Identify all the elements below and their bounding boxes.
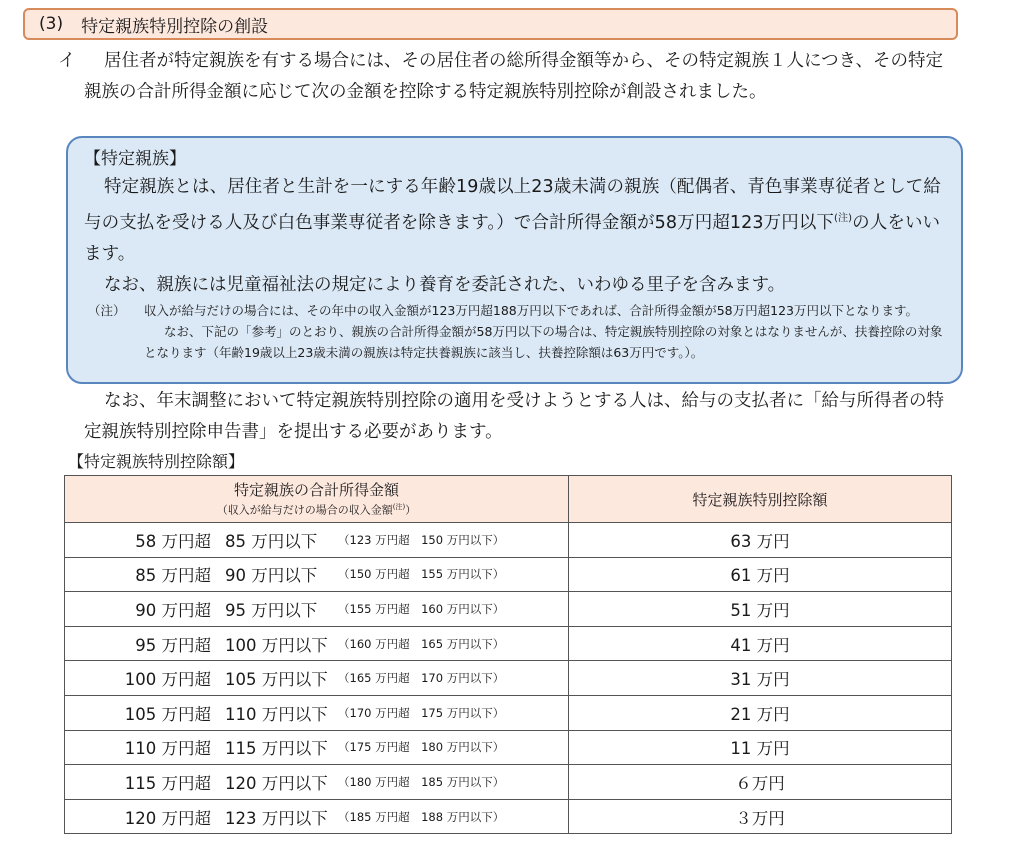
- specific-relative-info-box: [66, 136, 963, 384]
- deduction-amount-cell: 63 万円: [569, 523, 952, 558]
- section-number: (3): [39, 14, 64, 34]
- definition-note-mark: (注): [834, 213, 853, 224]
- paragraph-text: 居住者が特定親族を有する場合には、その居住者の総所得金額等から、その特定親族１人につき、その特定親族の合計所得金額に応じて次の金額を控除する特定親族特別控除が創設されました。: [84, 51, 943, 102]
- table-row: [65, 730, 952, 765]
- income-from: 95 万円超: [135, 635, 211, 655]
- section-title: 特定親族特別控除の創設: [81, 16, 269, 37]
- income-to: 110 万円以下: [225, 704, 328, 724]
- income-from: 58 万円超: [135, 531, 211, 551]
- table-title: 【特定親族特別控除額】: [68, 452, 245, 471]
- income-from: 105 万円超: [124, 704, 211, 724]
- table-row: [65, 523, 952, 558]
- income-to: 90 万円以下: [225, 566, 318, 586]
- paragraph-i: [58, 46, 958, 108]
- deduction-amount-cell: 41 万円: [569, 626, 952, 661]
- note-line-1: 収入が給与だけの場合には、その年中の収入金額が123万円超188万円以下であれば、合計所得金額が58万円超123万円以下となります。: [144, 302, 918, 318]
- info-box-note: [84, 300, 949, 363]
- deduction-amount-cell: 51 万円: [569, 592, 952, 627]
- table-row: [65, 557, 952, 592]
- gross-income-range: （165 万円超 170 万円以下）: [338, 671, 505, 686]
- deduction-table: [64, 475, 952, 834]
- income-from: 85 万円超: [135, 566, 211, 586]
- income-range-cell: [65, 730, 569, 765]
- deduction-amount-cell: 31 万円: [569, 661, 952, 696]
- deduction-amount-cell: 11 万円: [569, 730, 952, 765]
- income-to: 100 万円以下: [225, 635, 328, 655]
- income-range-cell: [65, 523, 569, 558]
- income-from: 115 万円超: [124, 773, 211, 793]
- definition-text: 特定親族とは、居住者と生計を一にする年齢19歳以上23歳未満の親族（配偶者、青色事業専従者として給与の支払を受ける人及び白色事業専従者を除きます。）で合計所得金額が58万円超123万円以下: [84, 177, 941, 233]
- deduction-amount-cell: ３万円: [569, 799, 952, 834]
- gross-income-range: （185 万円超 188 万円以下）: [338, 809, 505, 824]
- income-range-cell: [65, 799, 569, 834]
- income-from: 120 万円超: [124, 808, 211, 828]
- income-to: 123 万円以下: [225, 808, 328, 828]
- income-range-cell: [65, 626, 569, 661]
- header-income-label: 特定親族の合計所得金額: [233, 481, 399, 500]
- income-to: 115 万円以下: [225, 739, 328, 759]
- info-box-definition: [84, 172, 949, 270]
- gross-income-range: （150 万円超 155 万円以下）: [338, 567, 505, 582]
- year-end-adjustment-paragraph: なお、年末調整において特定親族特別控除の適用を受けようとする人は、給与の支払者に「給与所得者の特定親族特別控除申告書」を提出する必要があります。: [84, 391, 944, 442]
- table-row: [65, 661, 952, 696]
- deduction-amount-cell: 21 万円: [569, 695, 952, 730]
- income-range-cell: [65, 695, 569, 730]
- table-header-row: [65, 476, 952, 523]
- income-range-cell: [65, 592, 569, 627]
- income-range-cell: [65, 557, 569, 592]
- table-row: [65, 695, 952, 730]
- table-row: [65, 799, 952, 834]
- table-row: [65, 626, 952, 661]
- header-amount: 特定親族特別控除額: [569, 476, 952, 523]
- info-box-title: 【特定親族】: [84, 149, 186, 169]
- header-income: [65, 476, 569, 523]
- income-to: 85 万円以下: [225, 531, 318, 551]
- income-from: 90 万円超: [135, 600, 211, 620]
- deduction-amount-cell: ６万円: [569, 765, 952, 800]
- income-to: 95 万円以下: [225, 600, 318, 620]
- deduction-amount-cell: 61 万円: [569, 557, 952, 592]
- header-income-sub: （収入が給与だけの場合の収入金額$^{(注)}$）: [216, 503, 417, 517]
- table-row: [65, 592, 952, 627]
- gross-income-range: （175 万円超 180 万円以下）: [338, 740, 505, 755]
- gross-income-range: （180 万円超 185 万円以下）: [338, 774, 505, 789]
- paragraph-mark: イ: [58, 51, 76, 71]
- income-to: 120 万円以下: [225, 773, 328, 793]
- income-range-cell: [65, 661, 569, 696]
- gross-income-range: （170 万円超 175 万円以下）: [338, 705, 505, 720]
- note-line-2: なお、下記の「参考」のとおり、親族の合計所得金額が58万円以下の場合は、特定親族特別控除の対象とはなりませんが、扶養控除の対象となります（年齢19歳以上23歳未満の親族は特定扶養親族に該当し、扶養控除額は63万円です。）。: [144, 323, 943, 360]
- gross-income-range: （123 万円超 150 万円以下）: [338, 532, 505, 547]
- income-to: 105 万円以下: [225, 670, 328, 690]
- income-from: 110 万円超: [124, 739, 211, 759]
- definition-text-end: の人をいいます。: [84, 212, 941, 264]
- note-label: （注）: [88, 302, 126, 318]
- header-note-mark: (注): [392, 503, 406, 512]
- table-row: [65, 765, 952, 800]
- gross-income-range: （155 万円超 160 万円以下）: [338, 601, 505, 616]
- gross-income-range: （160 万円超 165 万円以下）: [338, 636, 505, 651]
- income-range-cell: [65, 765, 569, 800]
- section-header: [23, 8, 958, 40]
- info-box-foster-child: なお、親族には児童福祉法の規定により養育を委託された、いわゆる里子を含みます。: [104, 274, 786, 295]
- income-from: 100 万円超: [124, 670, 211, 690]
